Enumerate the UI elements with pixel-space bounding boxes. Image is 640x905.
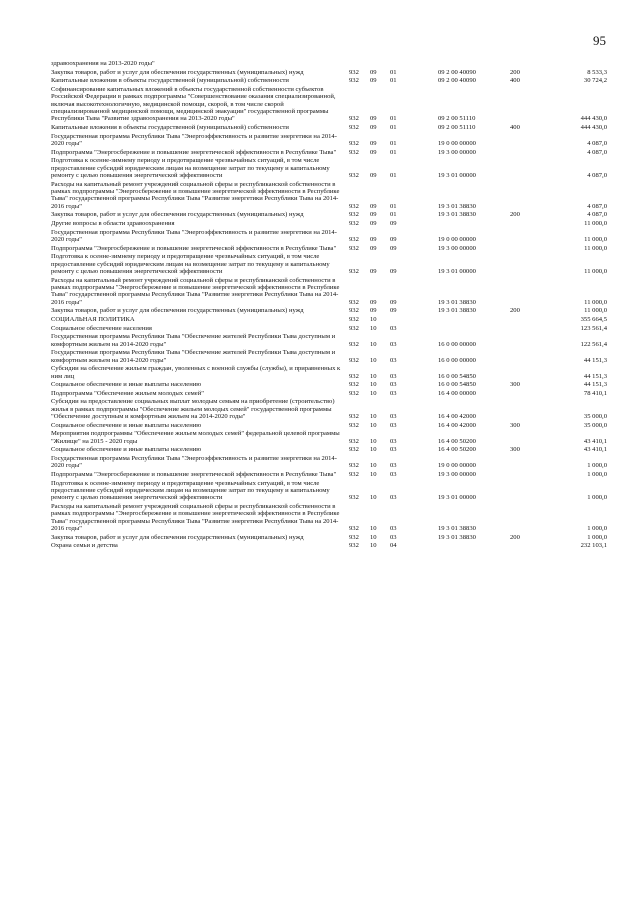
row-pr-code: 01 (390, 202, 397, 210)
row-pr-code: 03 (390, 389, 397, 397)
row-vr-code: 200 (510, 533, 520, 541)
table-row (51, 86, 607, 123)
row-sum: 1 000,0 (587, 525, 607, 533)
row-name: Государственная программа Республики Тыва "Обеспечение жителей Республики Тыва доступным и комфортным жильем на 2014-2020 годы" (51, 333, 336, 348)
row-rz-code: 10 (370, 413, 377, 421)
row-vr-code: 300 (510, 421, 520, 429)
row-vr-code: 200 (510, 307, 520, 315)
row-cs-code: 19 3 00 00000 (438, 470, 476, 478)
row-rz-code: 10 (370, 421, 377, 429)
row-vr-code (510, 181, 537, 211)
row-name: Софинансирование капитальных вложений в объекты государственной собственности субъектов Российской Федерации в рамках подпрограммы "Совершенствование оказания специализированной, включая высокотехнологичную, медицинской помощи, скорой, в том числе скорой специализированной медицинской помощи, медицинской эвакуации" государственной программы Республики Тыва "Развитие здравоохранения на 2013-2020 годы" (51, 85, 336, 123)
row-gr-code: 932 (349, 307, 359, 315)
table-row (51, 381, 607, 388)
budget-table (51, 60, 607, 551)
row-name: Социальное обеспечение населения (51, 324, 152, 332)
row-vr-code (510, 253, 537, 275)
table-row (51, 253, 607, 275)
row-rz-code: 10 (370, 389, 377, 397)
row-pr-code: 03 (390, 494, 397, 502)
row-rz-code (370, 60, 390, 67)
row-name: Социальное обеспечение и иные выплаты населению (51, 446, 202, 454)
row-name: Государственная программа Республики Тыва "Энергоэффективность и развитие энергетики на 2014-2020 годы" (51, 454, 337, 470)
row-cs-code (438, 316, 510, 323)
row-cs-code: 19 0 00 00000 (438, 140, 476, 147)
row-rz-code: 09 (370, 220, 377, 227)
row-name: Расходы на капитальный ремонт учреждений социальной сферы и республиканской собственности в рамках подпрограммы "Энергосбережение и повышение энергетической эффективности в Республике Тыва" государственной программы Республики Тыва "Развитие энергетики Республики Тыва на 2014-2016 годы" (51, 276, 340, 306)
row-name: Закупка товаров, работ и услуг для обеспечения государственных (муниципальных) нужд (51, 533, 304, 541)
row-sum: 11 000,0 (584, 236, 607, 243)
row-name: Социальное обеспечение и иные выплаты населению (51, 421, 202, 429)
row-gr-code: 932 (349, 140, 359, 147)
row-cs-code: 19 3 01 38830 (438, 533, 476, 541)
row-vr-code (510, 325, 537, 332)
row-pr-code: 03 (390, 446, 397, 454)
row-pr-code (390, 316, 438, 323)
row-rz-code: 10 (370, 324, 377, 332)
row-cs-code: 16 0 00 00000 (438, 356, 476, 364)
row-rz-code: 09 (370, 202, 377, 210)
row-sum: 8 533,3 (587, 68, 607, 76)
row-sum: 11 000,0 (584, 244, 607, 252)
row-name: Закупка товаров, работ и услуг для обеспечения государственных (муниципальных) нужд (51, 307, 304, 315)
row-name: Капитальные вложения в объекты государственной (муниципальной) собственности (51, 77, 289, 85)
row-cs-code (438, 220, 510, 227)
row-pr-code: 03 (390, 533, 397, 541)
row-gr-code: 932 (349, 236, 359, 243)
row-pr-code: 03 (390, 381, 397, 389)
row-sum: 35 000,0 (583, 413, 607, 421)
row-sum: 44 151,3 (583, 372, 607, 380)
page-number: 95 (593, 33, 606, 48)
row-gr-code: 932 (349, 268, 359, 275)
row-sum: 30 724,2 (583, 77, 607, 85)
row-vr-code: 200 (510, 68, 520, 76)
row-rz-code: 09 (370, 307, 377, 315)
row-gr-code: 932 (349, 470, 359, 478)
row-cs-code (438, 325, 510, 332)
row-cs-code: 19 3 00 00000 (438, 244, 476, 252)
table-row (51, 149, 607, 156)
row-sum: 43 410,1 (583, 437, 607, 445)
row-cs-code: 16 4 00 00000 (438, 389, 476, 397)
row-rz-code: 09 (370, 115, 377, 123)
row-name: Закупка товаров, работ и услуг для обеспечения государственных (муниципальных) нужд (51, 211, 304, 219)
table-row (51, 277, 607, 307)
table-row (51, 422, 607, 429)
row-rz-code: 10 (370, 533, 377, 541)
row-pr-code: 03 (390, 324, 397, 332)
row-cs-code: 19 3 01 00000 (438, 268, 476, 275)
row-cs-code: 19 3 01 38830 (438, 307, 476, 315)
row-sum: 4 087,0 (587, 211, 607, 219)
row-sum: 1 000,0 (587, 462, 607, 470)
row-pr-code: 03 (390, 437, 397, 445)
row-vr-code (510, 229, 537, 244)
row-gr-code: 932 (349, 525, 359, 533)
row-spacer-cell (51, 550, 607, 551)
row-cs-code: 19 3 01 38830 (438, 525, 476, 533)
row-gr-code: 932 (349, 115, 359, 123)
row-name: Расходы на капитальный ремонт учреждений социальной сферы и республиканской собственности в рамках подпрограммы "Энергосбережение и повышение энергетической эффективности в Республике Тыва" государственной программы Республики Тыва "Развитие энергетики Республики Тыва на 2014-2016 годы" (51, 180, 340, 210)
table-row (51, 307, 607, 314)
row-rz-code: 09 (370, 140, 377, 147)
table-row (51, 503, 607, 533)
table-row (51, 446, 607, 453)
row-vr-code (510, 503, 537, 533)
row-cs-code: 16 0 00 00000 (438, 340, 476, 348)
row-pr-code: 03 (390, 372, 397, 380)
row-vr-code: 400 (510, 77, 520, 85)
row-rz-code: 09 (370, 68, 377, 76)
row-vr-code (510, 149, 537, 156)
row-gr-code: 932 (349, 324, 359, 332)
row-pr-code: 03 (390, 462, 397, 470)
row-rz-code: 10 (370, 356, 377, 364)
row-pr-code (390, 60, 438, 67)
row-pr-code: 04 (390, 542, 397, 550)
row-name: Субсидии на предоставление социальных выплат молодым семьям на приобретение (строительство) жилья в рамках подпрограммы "Обеспечение жильем молодых семей" государственной программы "Обеспечение доступным и комфортным жильем на 2014-2020 годы" (51, 398, 335, 421)
row-name: Подпрограмма "Энергосбережение и повышение энергетической эффективности в Республике Тыва" (51, 148, 337, 156)
row-name: Подпрограмма "Энергосбережение и повышение энергетической эффективности в Республике Тыва" (51, 470, 337, 478)
table-row (51, 181, 607, 211)
row-sum: 4 087,0 (587, 148, 607, 156)
row-gr-code: 932 (349, 389, 359, 397)
table-row (51, 157, 607, 179)
table-row (51, 455, 607, 470)
row-name: Мероприятия подпрограммы "Обеспечение жильем молодых семей" федеральной целевой программы "Жилище" на 2015 - 2020 годы (51, 430, 340, 445)
row-cs-code (438, 60, 510, 67)
row-name: СОЦИАЛЬНАЯ ПОЛИТИКА (51, 316, 135, 323)
row-pr-code: 03 (390, 470, 397, 478)
row-sum: 1 000,0 (587, 494, 607, 502)
row-rz-code: 10 (370, 381, 377, 389)
table-row (51, 349, 607, 364)
row-cs-code: 19 3 01 00000 (438, 172, 476, 179)
row-pr-code: 01 (390, 211, 397, 219)
row-gr-code: 932 (349, 244, 359, 252)
row-vr-code: 400 (510, 124, 520, 131)
row-cs-code: 19 0 00 00000 (438, 236, 476, 243)
budget-table-body (51, 60, 607, 551)
row-vr-code (510, 157, 537, 179)
row-gr-code: 932 (349, 202, 359, 210)
row-rz-code: 10 (370, 470, 377, 478)
row-name: Государственная программа Республики Тыва "Обеспечение жителей Республики Тыва доступным и комфортным жильем на 2014-2020 годы" (51, 349, 336, 364)
row-vr-code (510, 245, 537, 252)
row-sum: 4 087,0 (587, 172, 607, 179)
row-cs-code: 16 0 00 54850 (438, 372, 476, 380)
row-sum: 123 561,4 (580, 324, 607, 332)
row-rz-code: 09 (370, 77, 377, 85)
row-cs-code: 16 4 00 42000 (438, 413, 476, 421)
row-rz-code: 10 (370, 542, 377, 550)
row-rz-code: 10 (370, 437, 377, 445)
row-vr-code (510, 133, 537, 148)
row-gr-code: 932 (349, 462, 359, 470)
row-pr-code: 01 (390, 140, 397, 147)
table-row (51, 133, 607, 148)
row-sum: 232 103,1 (580, 542, 607, 550)
row-sum: 44 151,3 (583, 356, 607, 364)
row-name: Социальное обеспечение и иные выплаты населению (51, 381, 202, 389)
row-pr-code: 01 (390, 124, 397, 131)
row-cs-code (438, 542, 510, 549)
row-gr-code: 932 (349, 494, 359, 502)
table-row (51, 430, 607, 445)
row-vr-code: 300 (510, 446, 520, 454)
row-pr-code: 09 (390, 268, 397, 275)
row-name: Подготовка к осенне-зимнему периоду и предотвращение чрезвычайных ситуаций, в том числе предоставление субсидий юридическим лицам на возмещение затрат по текущему и капитальному ремонту с целью повышения энергетической эффективности (51, 479, 330, 502)
row-name: Подготовка к осенне-зимнему периоду и предотвращение чрезвычайных ситуаций, в том числе предоставление субсидий юридическим лицам на возмещение затрат по текущему и капитальному ремонту с целью повышения энергетической эффективности (51, 253, 330, 275)
row-name: Подпрограмма "Энергосбережение и повышение энергетической эффективности в Республике Тыва" (51, 244, 337, 252)
row-rz-code: 09 (370, 148, 377, 156)
table-row (51, 220, 607, 227)
row-pr-code: 03 (390, 525, 397, 533)
table-row (51, 69, 607, 76)
row-name: Другие вопросы в области здравоохранения (51, 220, 175, 227)
row-gr-code: 932 (349, 77, 359, 85)
row-gr-code: 932 (349, 316, 359, 323)
table-row (51, 124, 607, 131)
row-cs-code: 16 4 00 50200 (438, 437, 476, 445)
row-vr-code (510, 86, 537, 123)
row-cs-code: 19 3 01 38830 (438, 202, 476, 210)
row-pr-code: 03 (390, 413, 397, 421)
row-gr-code: 932 (349, 421, 359, 429)
row-pr-code: 09 (390, 244, 397, 252)
table-row (51, 365, 607, 380)
row-gr-code: 932 (349, 372, 359, 380)
row-vr-code (510, 542, 537, 549)
row-rz-code: 09 (370, 172, 377, 179)
row-sum: 44 151,3 (583, 381, 607, 389)
row-cs-code: 09 2 00 51110 (438, 115, 476, 123)
table-row (51, 480, 607, 502)
row-cs-code: 19 3 00 00000 (438, 148, 476, 156)
row-pr-code: 01 (390, 148, 397, 156)
row-gr-code: 932 (349, 413, 359, 421)
row-sum: 4 087,0 (587, 202, 607, 210)
table-row (51, 245, 607, 252)
row-sum: 11 000,0 (584, 220, 607, 227)
row-pr-code: 09 (390, 307, 397, 315)
row-rz-code: 10 (370, 316, 377, 323)
table-row (51, 211, 607, 218)
row-vr-code (510, 60, 537, 67)
row-sum: 11 000,0 (584, 307, 607, 315)
row-vr-code (510, 333, 537, 348)
row-cs-code: 19 0 00 00000 (438, 462, 476, 470)
row-vr-code: 200 (510, 211, 520, 219)
row-vr-code (510, 471, 537, 478)
row-vr-code (510, 390, 537, 397)
table-row (51, 398, 607, 420)
row-name: Государственная программа Республики Тыва "Энергоэффективность и развитие энергетики на 2014-2020 годы" (51, 132, 337, 147)
table-row (51, 316, 607, 323)
row-pr-code: 09 (390, 298, 397, 306)
row-gr-code: 932 (349, 148, 359, 156)
row-rz-code: 10 (370, 525, 377, 533)
table-row (51, 534, 607, 541)
row-gr-code: 932 (349, 533, 359, 541)
row-rz-code: 10 (370, 340, 377, 348)
row-rz-code: 09 (370, 236, 377, 243)
row-name: здравоохранения на 2013-2020 годы" (51, 60, 155, 67)
row-cs-code: 19 3 01 38830 (438, 298, 476, 306)
row-cs-code: 09 2 00 40090 (438, 68, 476, 76)
row-vr-code (510, 430, 537, 445)
row-vr-code (510, 277, 537, 307)
row-vr-code: 300 (510, 381, 520, 389)
row-gr-code: 932 (349, 124, 359, 131)
table-row (51, 325, 607, 332)
row-gr-code (349, 60, 370, 67)
row-pr-code: 03 (390, 421, 397, 429)
table-row (51, 471, 607, 478)
table-row (51, 60, 607, 67)
row-rz-code: 09 (370, 268, 377, 275)
row-sum: 11 000,0 (584, 268, 607, 275)
row-vr-code (510, 455, 537, 470)
row-gr-code: 932 (349, 437, 359, 445)
row-name: Субсидии на обеспечение жильем граждан, уволенных с военной службы (службы), и приравненных к ним лиц (51, 365, 341, 380)
row-name: Капитальные вложения в объекты государственной (муниципальной) собственности (51, 124, 289, 131)
row-sum: 444 430,0 (580, 115, 607, 123)
row-rz-code: 09 (370, 298, 377, 306)
row-name: Подпрограмма "Обеспечение жильем молодых семей" (51, 389, 204, 397)
row-pr-code: 01 (390, 77, 397, 85)
row-gr-code: 932 (349, 381, 359, 389)
row-cs-code: 19 3 01 00000 (438, 494, 476, 502)
row-pr-code: 03 (390, 356, 397, 364)
table-row (51, 333, 607, 348)
row-rz-code: 10 (370, 462, 377, 470)
row-name: Расходы на капитальный ремонт учреждений социальной сферы и республиканской собственности в рамках подпрограммы "Энергосбережение и повышение энергетической эффективности в Республике Тыва" государственной программы Республики Тыва "Развитие энергетики Республики Тыва на 2014-2016 годы" (51, 502, 340, 533)
row-cs-code: 09 2 00 51110 (438, 124, 476, 131)
row-sum: 444 430,0 (580, 124, 607, 131)
row-gr-code: 932 (349, 298, 359, 306)
row-name: Закупка товаров, работ и услуг для обеспечения государственных (муниципальных) нужд (51, 68, 304, 76)
table-row (51, 229, 607, 244)
row-gr-code: 932 (349, 220, 359, 227)
row-rz-code: 09 (370, 124, 377, 131)
row-gr-code: 932 (349, 356, 359, 364)
row-rz-code: 10 (370, 446, 377, 454)
row-cs-code: 09 2 00 40090 (438, 77, 476, 85)
table-row (51, 77, 607, 84)
row-gr-code: 932 (349, 340, 359, 348)
row-sum: 355 664,5 (580, 316, 607, 323)
row-sum: 35 000,0 (583, 421, 607, 429)
row-sum: 122 561,4 (580, 340, 607, 348)
row-sum: 78 410,1 (583, 389, 607, 397)
row-gr-code: 932 (349, 172, 359, 179)
row-gr-code: 932 (349, 446, 359, 454)
row-name: Государственная программа Республики Тыва "Энергоэффективность и развитие энергетики на 2014-2020 годы" (51, 228, 337, 243)
row-vr-code (510, 480, 537, 502)
row-vr-code (510, 316, 537, 323)
row-rz-code: 10 (370, 372, 377, 380)
table-row (51, 390, 607, 397)
row-pr-code: 01 (390, 172, 397, 179)
row-sum: 1 000,0 (587, 470, 607, 478)
row-gr-code: 932 (349, 68, 359, 76)
table-row (51, 542, 607, 549)
row-cs-code: 16 0 00 54850 (438, 381, 476, 389)
row-vr-code (510, 365, 537, 380)
row-name: Охрана семьи и детства (51, 542, 118, 550)
row-pr-code: 01 (390, 115, 397, 123)
row-spacer (51, 550, 607, 551)
row-rz-code: 10 (370, 494, 377, 502)
row-cs-code: 16 4 00 42000 (438, 421, 476, 429)
row-vr-code (510, 398, 537, 420)
row-vr-code (510, 220, 537, 227)
row-cs-code: 16 4 00 50200 (438, 446, 476, 454)
row-sum (537, 60, 607, 67)
row-vr-code (510, 349, 537, 364)
row-name: Подготовка к осенне-зимнему периоду и предотвращение чрезвычайных ситуаций, в том числе предоставление субсидий юридическим лицам на возмещение затрат по текущему и капитальному ремонту с целью повышения энергетической эффективности (51, 157, 330, 179)
row-sum: 1 000,0 (587, 533, 607, 541)
row-pr-code: 09 (390, 236, 397, 243)
row-cs-code: 19 3 01 38830 (438, 211, 476, 219)
row-pr-code: 01 (390, 68, 397, 76)
row-pr-code: 09 (390, 220, 397, 227)
row-sum: 43 410,1 (583, 446, 607, 454)
row-rz-code: 09 (370, 211, 377, 219)
row-gr-code: 932 (349, 542, 359, 550)
row-gr-code: 932 (349, 211, 359, 219)
row-pr-code: 03 (390, 340, 397, 348)
row-rz-code: 09 (370, 244, 377, 252)
row-sum: 4 087,0 (587, 140, 607, 147)
row-sum: 11 000,0 (584, 298, 607, 306)
